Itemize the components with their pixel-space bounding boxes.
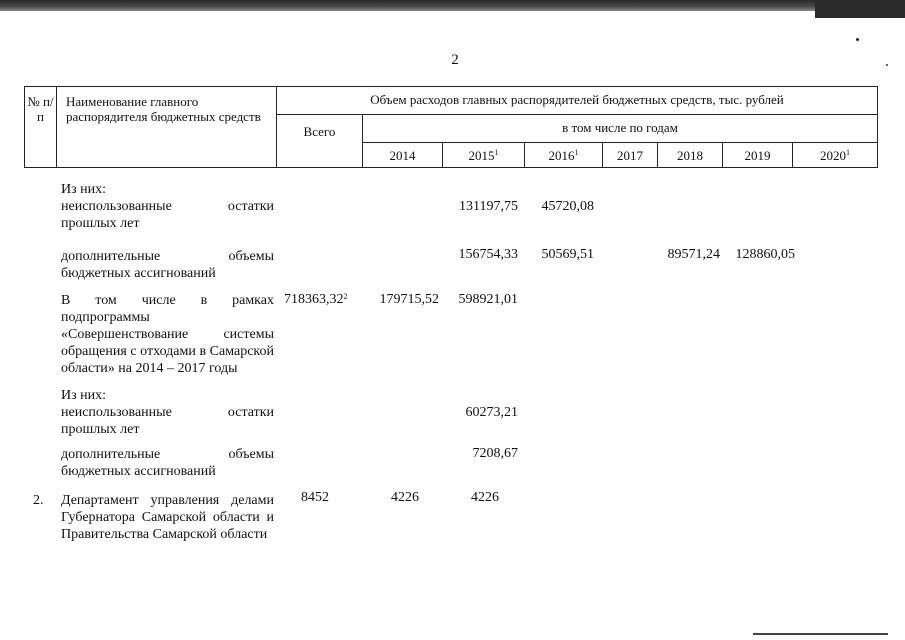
cell-value-total: 718363,32$^2$ [284,292,348,307]
cell-value: 7208,67 [472,446,518,461]
row-name-additional-allocations: дополнительные объемы бюджетных ассигнований [61,249,274,281]
scan-edge-line [753,633,888,635]
row-name-subprogram: В том числе в рамках подпрограммы «Совершенствование системы обращения с отходами в Самарской области» на 2014 – 2017 годы [61,293,274,376]
header-year-2014: 2014 [363,143,443,168]
table-header [24,86,878,168]
header-year-2019: 2019 [723,143,793,168]
header-year-2015: 2015$^1$ [443,143,525,168]
header-year-2018: 2018 [658,143,723,168]
header-year-2016: 2016$^1$ [525,143,603,168]
scan-speck [886,64,888,66]
header-number-cell: № п/п [25,87,57,168]
cell-value: 4226 [391,490,419,505]
cell-value: 156754,33 [458,247,518,262]
cell-value: 45720,08 [541,199,594,214]
row-name-additional-allocations: дополнительные объемы бюджетных ассигнований [61,447,274,479]
cell-value-total: 8452 [301,490,329,505]
header-name-cell: Наименование главного распорядителя бюджетных средств [57,87,277,168]
cell-value: 89571,24 [667,247,720,262]
cell-value: 60273,21 [465,405,518,420]
header-total-cell: Всего [277,115,363,168]
row-label-iz-nih: Из них: [61,182,107,197]
header-year-2017: 2017 [603,143,658,168]
cell-value: 131197,75 [459,199,518,214]
page-number: 2 [451,52,459,68]
row-name-unused-balances: неиспользованные остатки прошлых лет [61,405,274,437]
row-number: 2. [33,493,44,508]
cell-value: 128860,05 [735,247,795,262]
scan-edge-corner [815,0,905,18]
cell-value: 50569,51 [541,247,594,262]
row-label-iz-nih: Из них: [61,388,107,403]
cell-value: 598921,01 [458,292,518,307]
scan-speck [856,38,859,41]
scan-edge-bar [0,0,905,11]
header-volume-cell: Объем расходов главных распорядителей бюджетных средств, тыс. рублей [277,87,878,115]
header-year-2020: 2020$^1$ [793,143,878,168]
row-name-unused-balances: неиспользованные остатки прошлых лет [61,199,274,231]
header-by-years-cell: в том числе по годам [363,115,878,143]
cell-value: 179715,52 [379,292,439,307]
row-name-department: Департамент управления делами Губернатора Самарской области и Правительства Самарской области [61,493,274,542]
cell-value: 4226 [471,490,499,505]
